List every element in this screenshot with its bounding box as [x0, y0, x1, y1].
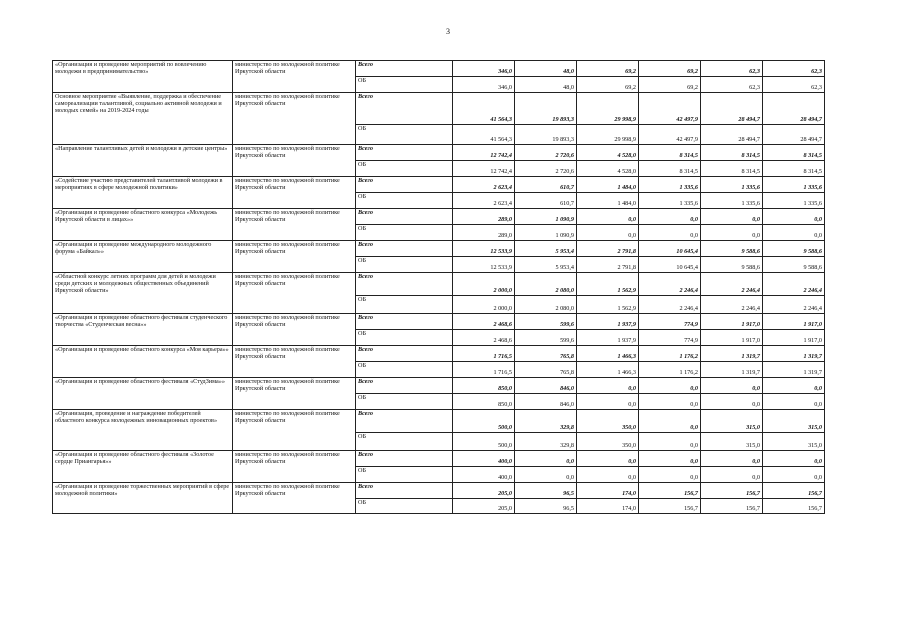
funding-source-total-label: Всего	[356, 483, 453, 499]
funding-source-ob-label: ОБ	[356, 499, 453, 514]
ob-value-cell: 2 246,4	[639, 296, 701, 314]
ob-value-cell: 156,7	[701, 499, 763, 514]
table-row-total	[53, 93, 825, 125]
ob-value-cell: 1 335,6	[639, 193, 701, 209]
total-value-cell: 1 319,7	[763, 346, 825, 362]
table-row-total	[53, 483, 825, 499]
ob-value-cell: 0,0	[515, 467, 577, 483]
ob-value-cell: 1 090,9	[515, 225, 577, 241]
ob-value-cell: 2 468,6	[453, 330, 515, 346]
funding-source-total-label: Всего	[356, 61, 453, 77]
funding-source-total-label: Всего	[356, 451, 453, 467]
funding-source-ob-label: ОБ	[356, 296, 453, 314]
total-value-cell: 48,0	[515, 61, 577, 77]
table-row-total	[53, 145, 825, 161]
ob-value-cell: 0,0	[639, 225, 701, 241]
total-value-cell: 5 953,4	[515, 241, 577, 257]
activity-name: «Организация, проведение и награждение победителей областного конкурса молодежных инновационных проектов»	[53, 410, 233, 451]
table-row-total	[53, 410, 825, 433]
table-row-total	[53, 314, 825, 330]
funding-source-ob-label: ОБ	[356, 330, 453, 346]
funding-source-ob-label: ОБ	[356, 394, 453, 410]
ob-value-cell: 0,0	[577, 225, 639, 241]
total-value-cell: 62,3	[763, 61, 825, 77]
page-number: 3	[446, 27, 450, 36]
total-value-cell: 0,0	[701, 451, 763, 467]
total-value-cell: 2 080,0	[515, 273, 577, 296]
total-value-cell: 329,8	[515, 410, 577, 433]
executor-cell: министерство по молодежной политике Иркутской области	[233, 61, 356, 93]
ob-value-cell: 350,0	[577, 433, 639, 451]
total-value-cell: 610,7	[515, 177, 577, 193]
ob-value-cell: 28 494,7	[701, 125, 763, 145]
ob-value-cell: 12 533,9	[453, 257, 515, 273]
total-value-cell: 0,0	[639, 378, 701, 394]
ob-value-cell: 48,0	[515, 77, 577, 93]
ob-value-cell: 2 246,4	[763, 296, 825, 314]
total-value-cell: 1 466,3	[577, 346, 639, 362]
activity-name: «Направление талантливых детей и молодежи в детские центры»	[53, 145, 233, 177]
ob-value-cell: 0,0	[639, 467, 701, 483]
ob-value-cell: 0,0	[763, 225, 825, 241]
total-value-cell: 2 246,4	[639, 273, 701, 296]
ob-value-cell: 315,0	[763, 433, 825, 451]
total-value-cell: 1 319,7	[701, 346, 763, 362]
ob-value-cell: 329,8	[515, 433, 577, 451]
funding-source-ob-label: ОБ	[356, 125, 453, 145]
ob-value-cell: 2 623,4	[453, 193, 515, 209]
total-value-cell: 2 000,0	[453, 273, 515, 296]
ob-value-cell: 0,0	[639, 394, 701, 410]
ob-value-cell: 0,0	[763, 467, 825, 483]
funding-source-total-label: Всего	[356, 346, 453, 362]
total-value-cell: 12 742,4	[453, 145, 515, 161]
executor-cell: министерство по молодежной политике Иркутской области	[233, 177, 356, 209]
ob-value-cell: 10 645,4	[639, 257, 701, 273]
ob-value-cell: 0,0	[701, 467, 763, 483]
total-value-cell: 41 564,3	[453, 93, 515, 125]
funding-source-total-label: Всего	[356, 314, 453, 330]
activity-name: «Организация и проведение международного молодежного форума «Байкал»»	[53, 241, 233, 273]
total-value-cell: 1 176,2	[639, 346, 701, 362]
table-row-total	[53, 241, 825, 257]
ob-value-cell: 62,3	[763, 77, 825, 93]
total-value-cell: 4 528,0	[577, 145, 639, 161]
total-value-cell: 28 494,7	[701, 93, 763, 125]
total-value-cell: 1 335,6	[701, 177, 763, 193]
total-value-cell: 156,7	[701, 483, 763, 499]
ob-value-cell: 1 176,2	[639, 362, 701, 378]
ob-value-cell: 8 314,5	[701, 161, 763, 177]
ob-value-cell: 8 314,5	[763, 161, 825, 177]
total-value-cell: 1 716,5	[453, 346, 515, 362]
ob-value-cell: 1 562,9	[577, 296, 639, 314]
total-value-cell: 2 623,4	[453, 177, 515, 193]
total-value-cell: 315,0	[763, 410, 825, 433]
ob-value-cell: 1 917,0	[763, 330, 825, 346]
ob-value-cell: 1 319,7	[701, 362, 763, 378]
table-row-total	[53, 451, 825, 467]
total-value-cell: 1 335,6	[763, 177, 825, 193]
funding-source-total-label: Всего	[356, 209, 453, 225]
total-value-cell: 174,0	[577, 483, 639, 499]
ob-value-cell: 0,0	[639, 433, 701, 451]
total-value-cell: 29 998,9	[577, 93, 639, 125]
total-value-cell: 2 246,4	[701, 273, 763, 296]
total-value-cell: 400,0	[453, 451, 515, 467]
total-value-cell: 0,0	[763, 209, 825, 225]
total-value-cell: 850,0	[453, 378, 515, 394]
funding-source-ob-label: ОБ	[356, 467, 453, 483]
ob-value-cell: 610,7	[515, 193, 577, 209]
table-row-total	[53, 177, 825, 193]
ob-value-cell: 500,0	[453, 433, 515, 451]
ob-value-cell: 0,0	[577, 394, 639, 410]
funding-source-ob-label: ОБ	[356, 257, 453, 273]
ob-value-cell: 41 564,3	[453, 125, 515, 145]
activity-name: «Организация и проведение торжественных мероприятий в сфере молодежной политики»	[53, 483, 233, 514]
table-row-total	[53, 346, 825, 362]
executor-cell: министерство по молодежной политике Иркутской области	[233, 410, 356, 451]
total-value-cell: 0,0	[701, 209, 763, 225]
total-value-cell: 2 791,8	[577, 241, 639, 257]
total-value-cell: 846,0	[515, 378, 577, 394]
funding-source-ob-label: ОБ	[356, 433, 453, 451]
ob-value-cell: 774,9	[639, 330, 701, 346]
total-value-cell: 28 494,7	[763, 93, 825, 125]
total-value-cell: 96,5	[515, 483, 577, 499]
ob-value-cell: 69,2	[577, 77, 639, 93]
funding-source-total-label: Всего	[356, 378, 453, 394]
funding-source-total-label: Всего	[356, 241, 453, 257]
ob-value-cell: 1 335,6	[701, 193, 763, 209]
ob-value-cell: 12 742,4	[453, 161, 515, 177]
total-value-cell: 346,0	[453, 61, 515, 77]
activity-name: «Организация и проведение областного фестиваля «Золотое сердце Приангарья»»	[53, 451, 233, 483]
total-value-cell: 1 937,9	[577, 314, 639, 330]
total-value-cell: 1 917,0	[763, 314, 825, 330]
total-value-cell: 10 645,4	[639, 241, 701, 257]
activity-name: «Организация и проведение мероприятий по вовлечению молодежи в предпринимательство»	[53, 61, 233, 93]
executor-cell: министерство по молодежной политике Иркутской области	[233, 314, 356, 346]
ob-value-cell: 0,0	[577, 467, 639, 483]
ob-value-cell: 846,0	[515, 394, 577, 410]
ob-value-cell: 2 246,4	[701, 296, 763, 314]
total-value-cell: 0,0	[701, 378, 763, 394]
ob-value-cell: 850,0	[453, 394, 515, 410]
total-value-cell: 774,9	[639, 314, 701, 330]
total-value-cell: 350,0	[577, 410, 639, 433]
activity-name: «Организация и проведение областного фестиваля «СтудЗима»»	[53, 378, 233, 410]
ob-value-cell: 765,8	[515, 362, 577, 378]
total-value-cell: 599,6	[515, 314, 577, 330]
executor-cell: министерство по молодежной политике Иркутской области	[233, 378, 356, 410]
ob-value-cell: 29 998,9	[577, 125, 639, 145]
ob-value-cell: 69,2	[639, 77, 701, 93]
total-value-cell: 9 588,6	[763, 241, 825, 257]
ob-value-cell: 289,0	[453, 225, 515, 241]
funding-source-total-label: Всего	[356, 273, 453, 296]
funding-source-total-label: Всего	[356, 410, 453, 433]
activity-name: Основное мероприятие «Выявление, поддержка и обеспечение самореализации талантливой, социально активной молодежи и молодых семей» на 2019-2024 годы	[53, 93, 233, 145]
total-value-cell: 765,8	[515, 346, 577, 362]
total-value-cell: 1 335,6	[639, 177, 701, 193]
activity-name: «Организация и проведение областного конкурса «Моя карьера»»	[53, 346, 233, 378]
total-value-cell: 0,0	[577, 209, 639, 225]
total-value-cell: 9 588,6	[701, 241, 763, 257]
total-value-cell: 0,0	[639, 209, 701, 225]
ob-value-cell: 315,0	[701, 433, 763, 451]
ob-value-cell: 62,3	[701, 77, 763, 93]
funding-source-total-label: Всего	[356, 177, 453, 193]
table-row-total	[53, 378, 825, 394]
ob-value-cell: 19 893,3	[515, 125, 577, 145]
executor-cell: министерство по молодежной политике Иркутской области	[233, 346, 356, 378]
ob-value-cell: 400,0	[453, 467, 515, 483]
total-value-cell: 8 314,5	[763, 145, 825, 161]
total-value-cell: 1 917,0	[701, 314, 763, 330]
funding-source-ob-label: ОБ	[356, 362, 453, 378]
total-value-cell: 69,2	[577, 61, 639, 77]
total-value-cell: 8 314,5	[639, 145, 701, 161]
budget-table-body	[53, 61, 825, 514]
activity-name: «Содействие участию представителей талантливой молодежи в мероприятиях в сфере молодежной политики»	[53, 177, 233, 209]
ob-value-cell: 28 494,7	[763, 125, 825, 145]
total-value-cell: 156,7	[639, 483, 701, 499]
ob-value-cell: 1 466,3	[577, 362, 639, 378]
executor-cell: министерство по молодежной политике Иркутской области	[233, 241, 356, 273]
ob-value-cell: 9 588,6	[701, 257, 763, 273]
funding-source-ob-label: ОБ	[356, 225, 453, 241]
total-value-cell: 500,0	[453, 410, 515, 433]
funding-source-ob-label: ОБ	[356, 193, 453, 209]
ob-value-cell: 156,7	[763, 499, 825, 514]
total-value-cell: 0,0	[515, 451, 577, 467]
executor-cell: министерство по молодежной политике Иркутской области	[233, 209, 356, 241]
total-value-cell: 315,0	[701, 410, 763, 433]
ob-value-cell: 1 937,9	[577, 330, 639, 346]
total-value-cell: 289,0	[453, 209, 515, 225]
ob-value-cell: 4 528,0	[577, 161, 639, 177]
funding-source-total-label: Всего	[356, 93, 453, 125]
funding-source-total-label: Всего	[356, 145, 453, 161]
executor-cell: министерство по молодежной политике Иркутской области	[233, 145, 356, 177]
total-value-cell: 2 720,6	[515, 145, 577, 161]
total-value-cell: 0,0	[639, 451, 701, 467]
ob-value-cell: 599,6	[515, 330, 577, 346]
ob-value-cell: 1 319,7	[763, 362, 825, 378]
total-value-cell: 1 090,9	[515, 209, 577, 225]
ob-value-cell: 5 953,4	[515, 257, 577, 273]
ob-value-cell: 174,0	[577, 499, 639, 514]
total-value-cell: 0,0	[763, 451, 825, 467]
executor-cell: министерство по молодежной политике Иркутской области	[233, 451, 356, 483]
ob-value-cell: 2 080,0	[515, 296, 577, 314]
total-value-cell: 0,0	[763, 378, 825, 394]
table-row-total	[53, 61, 825, 77]
ob-value-cell: 0,0	[701, 225, 763, 241]
total-value-cell: 0,0	[577, 378, 639, 394]
ob-value-cell: 156,7	[639, 499, 701, 514]
funding-source-ob-label: ОБ	[356, 161, 453, 177]
ob-value-cell: 1 335,6	[763, 193, 825, 209]
funding-source-ob-label: ОБ	[356, 77, 453, 93]
executor-cell: министерство по молодежной политике Иркутской области	[233, 483, 356, 514]
total-value-cell: 0,0	[577, 451, 639, 467]
total-value-cell: 156,7	[763, 483, 825, 499]
total-value-cell: 62,3	[701, 61, 763, 77]
ob-value-cell: 96,5	[515, 499, 577, 514]
ob-value-cell: 346,0	[453, 77, 515, 93]
executor-cell: министерство по молодежной политике Иркутской области	[233, 273, 356, 314]
table-row-total	[53, 209, 825, 225]
total-value-cell: 2 468,6	[453, 314, 515, 330]
total-value-cell: 1 484,0	[577, 177, 639, 193]
activity-name: «Организация и проведение областного фестиваля студенческого творчества «Студенческая весна»»	[53, 314, 233, 346]
ob-value-cell: 42 497,9	[639, 125, 701, 145]
ob-value-cell: 2 720,6	[515, 161, 577, 177]
ob-value-cell: 1 917,0	[701, 330, 763, 346]
ob-value-cell: 2 000,0	[453, 296, 515, 314]
total-value-cell: 69,2	[639, 61, 701, 77]
ob-value-cell: 1 716,5	[453, 362, 515, 378]
ob-value-cell: 0,0	[701, 394, 763, 410]
activity-name: «Областной конкурс летних программ для детей и молодежи среди детских и молодежных общественных объединений Иркутской области»	[53, 273, 233, 314]
total-value-cell: 1 562,9	[577, 273, 639, 296]
total-value-cell: 12 533,9	[453, 241, 515, 257]
total-value-cell: 205,0	[453, 483, 515, 499]
total-value-cell: 42 497,9	[639, 93, 701, 125]
activity-name: «Организация и проведение областного конкурса «Молодежь Иркутской области в лицах»»	[53, 209, 233, 241]
budget-table	[52, 60, 825, 514]
ob-value-cell: 8 314,5	[639, 161, 701, 177]
total-value-cell: 0,0	[639, 410, 701, 433]
total-value-cell: 8 314,5	[701, 145, 763, 161]
ob-value-cell: 9 588,6	[763, 257, 825, 273]
table-row-total	[53, 273, 825, 296]
ob-value-cell: 2 791,8	[577, 257, 639, 273]
executor-cell: министерство по молодежной политике Иркутской области	[233, 93, 356, 145]
ob-value-cell: 205,0	[453, 499, 515, 514]
ob-value-cell: 0,0	[763, 394, 825, 410]
ob-value-cell: 1 484,0	[577, 193, 639, 209]
total-value-cell: 19 893,3	[515, 93, 577, 125]
total-value-cell: 2 246,4	[763, 273, 825, 296]
